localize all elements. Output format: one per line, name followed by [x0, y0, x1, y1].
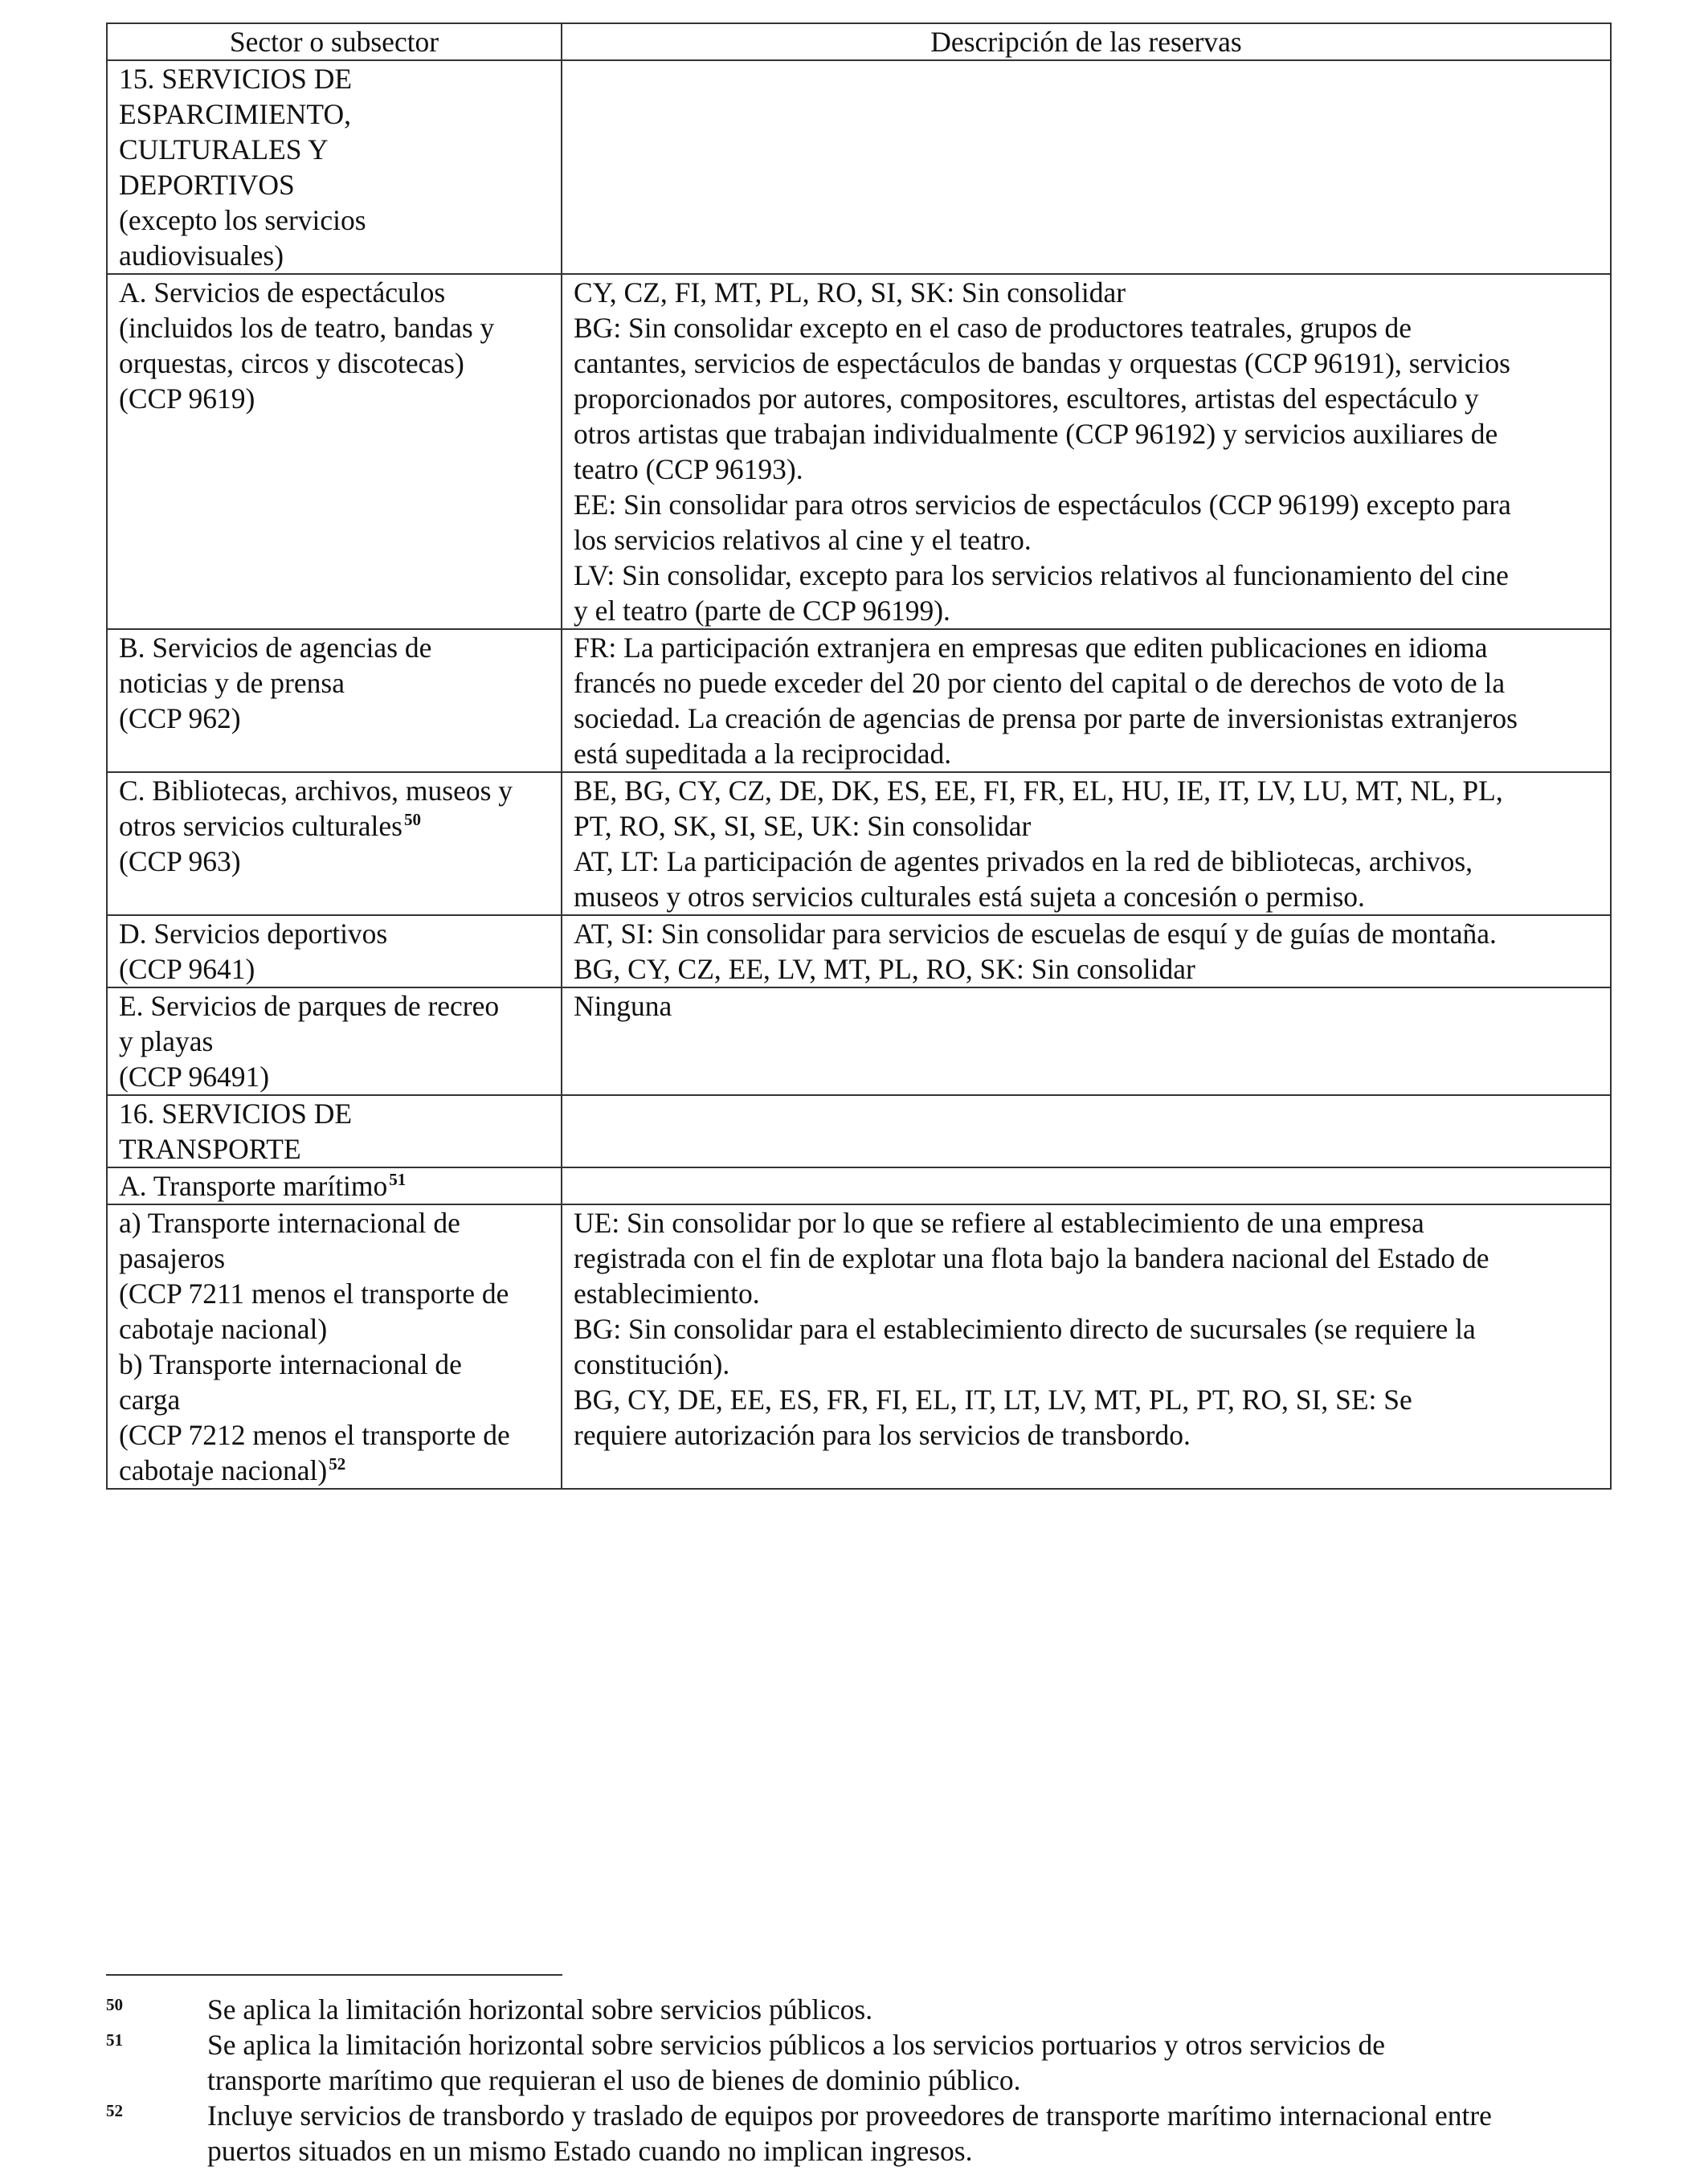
description-line: BE, BG, CY, CZ, DE, DK, ES, EE, FI, FR, EL, HU, IE, IT, LV, LU, MT, NL, PL,	[574, 775, 1503, 807]
description-line: LV: Sin consolidar, excepto para los servicios relativos al funcionamiento del cine	[574, 559, 1509, 591]
table-body	[107, 60, 1611, 1489]
sector-line-text: audiovisuales)	[119, 239, 284, 272]
footnote-line: Incluye servicios de transbordo y traslado de equipos por proveedores de transporte marítimo internacional entre	[207, 2099, 1492, 2132]
table-row	[107, 1167, 1611, 1204]
description-line: BG, CY, CZ, EE, LV, MT, PL, RO, SK: Sin consolidar	[574, 953, 1195, 985]
sector-line	[119, 1096, 553, 1131]
description-line: AT, LT: La participación de agentes privados en la red de bibliotecas, archivos,	[574, 845, 1473, 877]
footnote-number: 50	[106, 1995, 123, 2014]
table-row	[107, 1204, 1611, 1489]
description-line: sociedad. La creación de agencias de prensa por parte de inversionistas extranjeros	[574, 702, 1518, 734]
footnote-separator	[106, 1974, 562, 1976]
description-cell	[562, 1204, 1611, 1489]
description-line: FR: La participación extranjera en empresas que editen publicaciones en idioma	[574, 632, 1488, 664]
sector-cell	[107, 915, 562, 987]
description-cell	[562, 629, 1611, 772]
sector-line	[119, 132, 553, 167]
sector-line-text: B. Servicios de agencias de	[119, 632, 432, 664]
reservations-table	[106, 22, 1612, 1490]
table-row	[107, 60, 1611, 274]
footnote-reference[interactable]: 52	[329, 1454, 346, 1474]
description-line: proporcionados por autores, compositores, escultores, artistas del espectáculo y	[574, 382, 1479, 415]
sector-line	[119, 808, 553, 844]
sector-line	[119, 1276, 553, 1311]
sector-line	[119, 844, 553, 879]
sector-line	[119, 61, 553, 96]
sector-line-text: CULTURALES Y	[119, 133, 329, 166]
sector-line	[119, 951, 553, 987]
header-sector: Sector o subsector	[107, 23, 562, 60]
description-line: teatro (CCP 96193).	[574, 453, 803, 485]
description-cell	[562, 772, 1611, 915]
sector-line-text: carga	[119, 1384, 181, 1416]
table-row	[107, 987, 1611, 1095]
sector-line-text: a) Transporte internacional de	[119, 1207, 460, 1239]
sector-line-text: noticias y de prensa	[119, 667, 345, 699]
sector-line	[119, 630, 553, 665]
description-line: UE: Sin consolidar por lo que se refiere al establecimiento de una empresa	[574, 1207, 1424, 1239]
footnote-text	[207, 1992, 1610, 2027]
footnote-number: 52	[106, 2101, 123, 2120]
footnote	[106, 2027, 1610, 2098]
sector-cell	[107, 274, 562, 629]
sector-line-text: DEPORTIVOS	[119, 169, 295, 201]
sector-line	[119, 665, 553, 701]
footnote-line: Se aplica la limitación horizontal sobre servicios públicos a los servicios portuarios y otros servicios de	[207, 2029, 1386, 2061]
sector-line-text: ESPARCIMIENTO,	[119, 98, 351, 130]
sector-line-text: (CCP 9641)	[119, 953, 255, 985]
footnote-reference[interactable]: 51	[389, 1170, 407, 1189]
description-line: y el teatro (parte de CCP 96199).	[574, 595, 950, 627]
sector-line-text: y playas	[119, 1025, 214, 1057]
sector-line-text: otros servicios culturales	[119, 810, 402, 842]
sector-line	[119, 202, 553, 238]
sector-line	[119, 345, 553, 381]
sector-line-text: A. Transporte marítimo	[119, 1170, 388, 1202]
description-line: BG, CY, DE, EE, ES, FR, FI, EL, IT, LT, LV, MT, PL, PT, RO, SI, SE: Se	[574, 1384, 1412, 1416]
description-line: BG: Sin consolidar excepto en el caso de productores teatrales, grupos de	[574, 312, 1412, 344]
footnote	[106, 2098, 1610, 2169]
sector-line-text: E. Servicios de parques de recreo	[119, 990, 500, 1022]
description-cell	[562, 1095, 1611, 1167]
description-line: PT, RO, SK, SI, SE, UK: Sin consolidar	[574, 810, 1032, 842]
footnote	[106, 1992, 1610, 2027]
sector-line	[119, 381, 553, 416]
footnote-text	[207, 2027, 1610, 2098]
sector-line	[119, 1024, 553, 1059]
sector-cell	[107, 772, 562, 915]
sector-line-text: orquestas, circos y discotecas)	[119, 347, 464, 379]
sector-line	[119, 1059, 553, 1094]
description-line: otros artistas que trabajan individualmente (CCP 96192) y servicios auxiliares de	[574, 418, 1498, 450]
description-line: Ninguna	[574, 990, 672, 1022]
sector-cell	[107, 1167, 562, 1204]
sector-cell	[107, 987, 562, 1095]
sector-line-text: (CCP 96491)	[119, 1061, 270, 1093]
sector-line	[119, 238, 553, 273]
footnotes	[106, 1992, 1610, 2169]
sector-line	[119, 1311, 553, 1347]
sector-line	[119, 1382, 553, 1417]
sector-line-text: C. Bibliotecas, archivos, museos y	[119, 775, 513, 807]
footnote-number: 51	[106, 2030, 123, 2050]
sector-line	[119, 1205, 553, 1241]
description-line: francés no puede exceder del 20 por ciento del capital o de derechos de voto de la	[574, 667, 1506, 699]
sector-line-text: (CCP 9619)	[119, 382, 255, 415]
sector-line	[119, 275, 553, 310]
sector-cell	[107, 629, 562, 772]
description-cell	[562, 987, 1611, 1095]
sector-line-text: (CCP 963)	[119, 845, 241, 877]
sector-line-text: 15. SERVICIOS DE	[119, 63, 353, 95]
sector-line-text: A. Servicios de espectáculos	[119, 276, 446, 309]
sector-cell	[107, 1204, 562, 1489]
sector-line	[119, 1453, 553, 1488]
table-row	[107, 915, 1611, 987]
sector-line	[119, 1417, 553, 1453]
description-cell	[562, 1167, 1611, 1204]
description-line: museos y otros servicios culturales está sujeta a concesión o permiso.	[574, 881, 1365, 913]
sector-line-text: (CCP 7211 menos el transporte de	[119, 1278, 509, 1310]
footnote-line: transporte marítimo que requieran el uso de bienes de dominio público.	[207, 2064, 1021, 2096]
description-line: registrada con el fin de explotar una flota bajo la bandera nacional del Estado de	[574, 1242, 1489, 1274]
sector-line	[119, 988, 553, 1024]
sector-line	[119, 1241, 553, 1276]
sector-line-text: cabotaje nacional)	[119, 1313, 328, 1345]
sector-line	[119, 701, 553, 736]
sector-line-text: (CCP 7212 menos el transporte de	[119, 1419, 510, 1451]
sector-line	[119, 1347, 553, 1382]
description-line: está supeditada a la reciprocidad.	[574, 738, 952, 770]
sector-line	[119, 96, 553, 132]
sector-line-text: pasajeros	[119, 1242, 226, 1274]
description-line: constitución).	[574, 1348, 730, 1380]
footnote-reference[interactable]: 50	[403, 810, 421, 829]
table-header-row	[107, 23, 1611, 60]
sector-line-text: D. Servicios deportivos	[119, 918, 388, 950]
header-description: Descripción de las reservas	[562, 23, 1611, 60]
description-line: AT, SI: Sin consolidar para servicios de escuelas de esquí y de guías de montaña.	[574, 918, 1497, 950]
sector-line	[119, 773, 553, 808]
description-cell	[562, 274, 1611, 629]
sector-cell	[107, 1095, 562, 1167]
sector-line-text: TRANSPORTE	[119, 1133, 301, 1165]
sector-line	[119, 167, 553, 202]
description-line: BG: Sin consolidar para el establecimiento directo de sucursales (se requiere la	[574, 1313, 1476, 1345]
table-row	[107, 629, 1611, 772]
sector-line-text: (incluidos los de teatro, bandas y	[119, 312, 495, 344]
footnote-line: Se aplica la limitación horizontal sobre servicios públicos.	[207, 1993, 873, 2026]
sector-line-text: 16. SERVICIOS DE	[119, 1098, 353, 1130]
sector-line	[119, 1168, 553, 1204]
table-row	[107, 1095, 1611, 1167]
sector-line	[119, 1131, 553, 1167]
footnote-text	[207, 2098, 1610, 2169]
description-line: establecimiento.	[574, 1278, 760, 1310]
table-row	[107, 274, 1611, 629]
sector-line-text: (excepto los servicios	[119, 204, 366, 236]
description-cell	[562, 60, 1611, 274]
sector-line-text: cabotaje nacional)	[119, 1454, 328, 1486]
description-line: cantantes, servicios de espectáculos de bandas y orquestas (CCP 96191), servicios	[574, 347, 1510, 379]
footnote-line: puertos situados en un mismo Estado cuando no implican ingresos.	[207, 2135, 973, 2167]
description-line: requiere autorización para los servicios de transbordo.	[574, 1419, 1191, 1451]
description-line: CY, CZ, FI, MT, PL, RO, SI, SK: Sin consolidar	[574, 276, 1126, 309]
description-cell	[562, 915, 1611, 987]
sector-line-text: b) Transporte internacional de	[119, 1348, 462, 1380]
description-line: los servicios relativos al cine y el teatro.	[574, 524, 1032, 556]
description-line: EE: Sin consolidar para otros servicios de espectáculos (CCP 96199) excepto para	[574, 489, 1511, 521]
sector-line	[119, 310, 553, 345]
sector-line-text: (CCP 962)	[119, 702, 241, 734]
table-row	[107, 772, 1611, 915]
sector-line	[119, 916, 553, 951]
sector-cell	[107, 60, 562, 274]
